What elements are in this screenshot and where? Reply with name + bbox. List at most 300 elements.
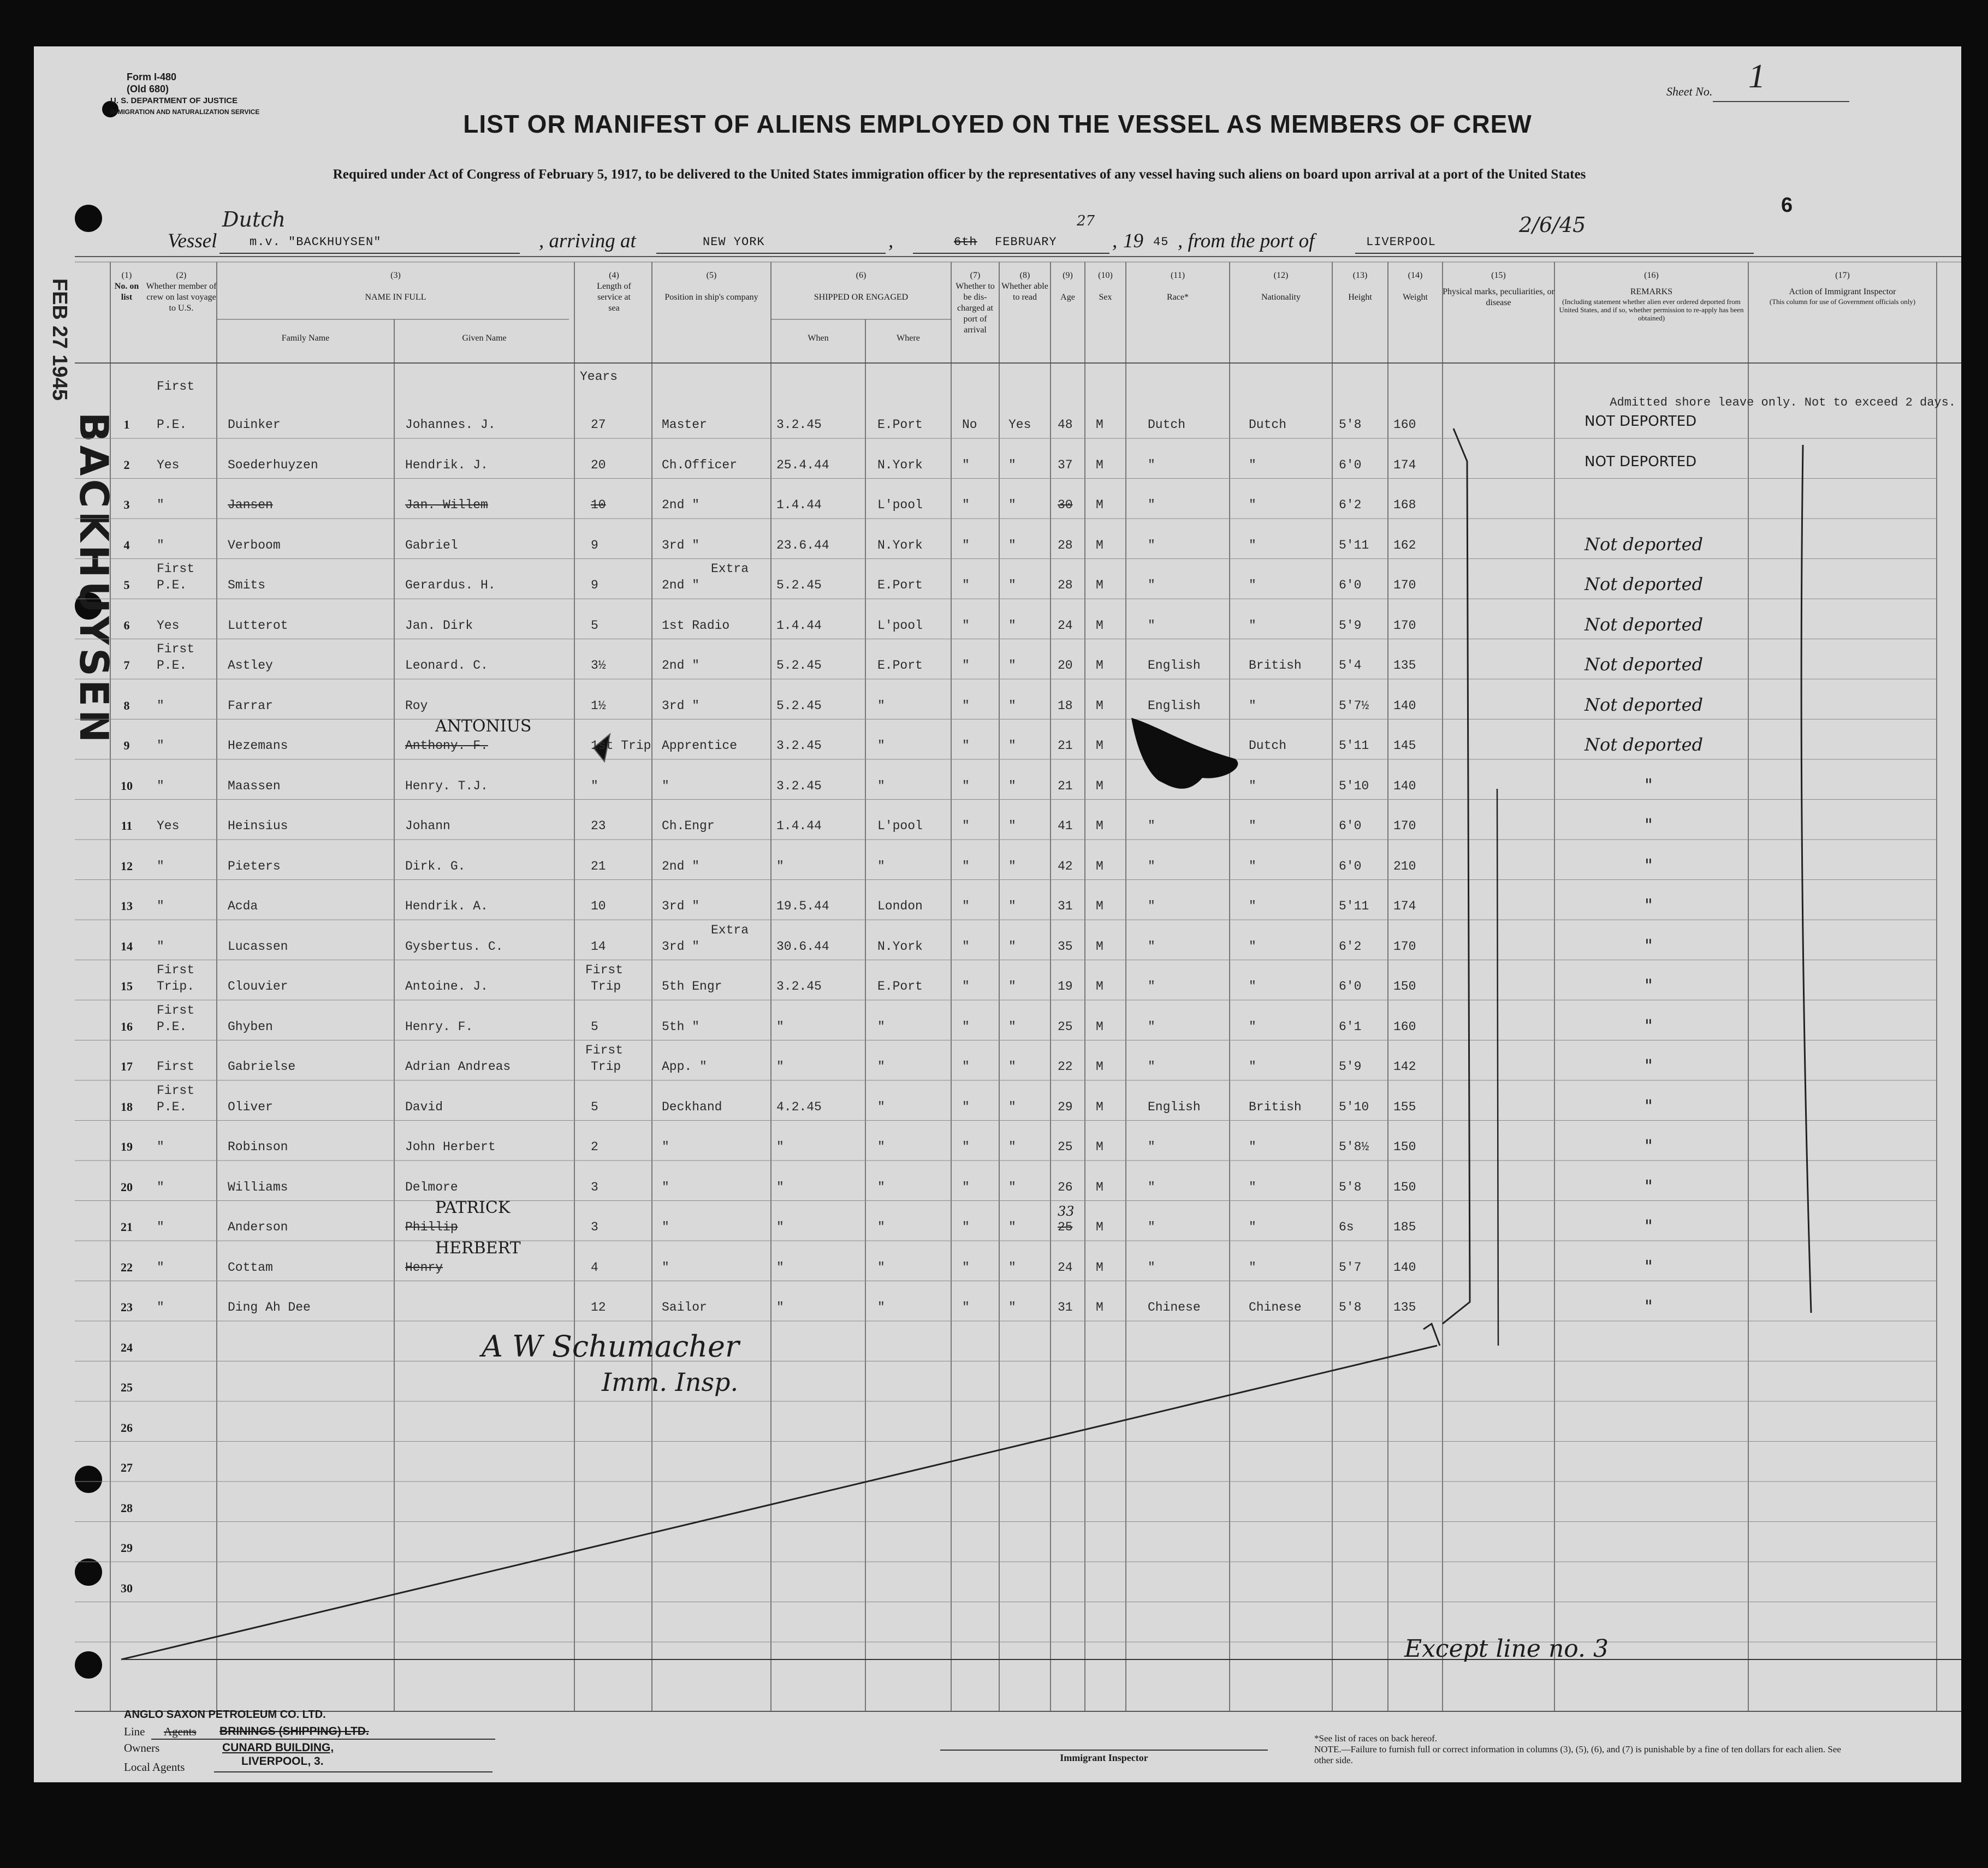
col-nationality: " (1249, 578, 1256, 592)
col-sex: M (1096, 778, 1103, 793)
col-nationality: Dutch (1249, 418, 1287, 432)
col-sex: M (1096, 498, 1103, 512)
col-height: 6s (1339, 1220, 1354, 1234)
arrival-port: NEW YORK (703, 235, 765, 249)
col-height: 5'8½ (1339, 1140, 1369, 1154)
col-remarks: " (1645, 1216, 1653, 1236)
col-age: 25 (1058, 1220, 1073, 1234)
inspector-rule (940, 1750, 1268, 1751)
col-remarks: " (1645, 1175, 1653, 1197)
col-age: 28 (1058, 538, 1073, 552)
col-read: " (1008, 1220, 1016, 1234)
col-height: 5'4 (1339, 658, 1362, 673)
col-given-name: Henry. F. (405, 1019, 473, 1034)
col-sex: M (1096, 618, 1103, 633)
col-read: " (1008, 819, 1016, 833)
col-race: " (1148, 1060, 1155, 1074)
arrival-day: 27 (1077, 213, 1095, 229)
col-years: 2 (591, 1140, 598, 1154)
col-where: E.Port (877, 418, 923, 432)
col-age: 28 (1058, 578, 1073, 592)
col-where: L'pool (877, 618, 923, 633)
col-years: Trip (591, 1060, 621, 1074)
col-where: " (877, 1099, 885, 1114)
header-where: Where (897, 334, 920, 343)
row-number: 25 (121, 1381, 133, 1394)
col-remarks: Not deported (1585, 734, 1704, 755)
col-crew: P.E. (157, 578, 187, 592)
col-crew: " (157, 899, 164, 913)
col-read: " (1008, 1060, 1016, 1074)
col-crew: " (157, 1300, 164, 1314)
vessel-nationality: Dutch (222, 207, 286, 231)
col-family-name: Farrar (228, 698, 273, 713)
col-when: 3.2.45 (776, 739, 822, 753)
given-name-correction: ANTONIUS (435, 717, 532, 736)
col-remarks: " (1645, 814, 1653, 835)
row-number: 27 (121, 1461, 133, 1474)
col-position: 1st Radio (662, 618, 730, 633)
col-when: 3.2.45 (776, 778, 822, 793)
col-given-name: John Herbert (405, 1140, 496, 1154)
header-family-name: Family Name (281, 334, 330, 343)
col-height: 6'2 (1339, 939, 1362, 954)
col-discharged: " (962, 1099, 970, 1114)
col-position: 2nd " (662, 859, 700, 873)
vessel-line: Dutch Vessel m.v. "BACKHUYSEN" , arriving at NEW YORK , 6th FEBRUARY 27 , 19 45 , from the port of LIVERPOOL 2/6/45 (34, 216, 1961, 259)
col-discharged: " (962, 939, 970, 954)
col-read: " (1008, 939, 1016, 954)
col-age: 31 (1058, 899, 1073, 913)
page-title: LIST OR MANIFEST OF ALIENS EMPLOYED ON THE VESSEL AS MEMBERS OF CREW (463, 110, 1532, 138)
footer-company3: CUNARD BUILDING, (222, 1741, 334, 1754)
col-years: 9 (591, 578, 598, 592)
col-read: " (1008, 658, 1016, 673)
col-given-name: Johannes. J. (405, 418, 496, 432)
col-family-name: Cottam (228, 1260, 273, 1275)
col-weight: 160 (1393, 1019, 1416, 1034)
col-crew-top: First (157, 642, 195, 656)
row-number: 1 (123, 418, 130, 431)
row-number: 9 (123, 739, 130, 752)
col-read: " (1008, 457, 1016, 472)
col-where: " (877, 1300, 885, 1314)
col-crew: " (157, 1180, 164, 1194)
col-discharged: " (962, 698, 970, 713)
col-sex: M (1096, 1019, 1103, 1034)
col-crew: Yes (157, 457, 180, 472)
col-nationality: " (1249, 698, 1256, 713)
col-position: 2nd " (662, 498, 700, 512)
col-position: Ch.Engr (662, 819, 715, 833)
col-given-name: Jan. Dirk (405, 618, 473, 633)
col-age: 22 (1058, 1060, 1073, 1074)
col-race: " (1148, 819, 1155, 833)
col-position: " (662, 1260, 669, 1275)
inspector-label: Immigrant Inspector (1060, 1752, 1148, 1763)
col-when: 5.2.45 (776, 658, 822, 673)
col-position: 2nd " (662, 658, 700, 673)
col-age: 29 (1058, 1099, 1073, 1114)
col-crew-top: First (157, 963, 195, 977)
header-col3: (3) NAME IN FULL (365, 271, 426, 302)
col-position: Master (662, 418, 707, 432)
col-crew: First (157, 1060, 195, 1074)
col-race: " (1148, 1019, 1155, 1034)
col-height: 5'8 (1339, 418, 1362, 432)
col-when: " (776, 1180, 784, 1194)
col-remarks: " (1645, 975, 1653, 996)
col-nationality: Chinese (1249, 1300, 1302, 1314)
col-weight: 150 (1393, 1180, 1416, 1194)
col-position: " (662, 1140, 669, 1154)
row-number: 10 (121, 778, 133, 793)
col-when: 1.4.44 (776, 618, 822, 633)
col-when: " (776, 1060, 784, 1074)
header-col10: (10) Sex (1098, 271, 1113, 302)
col-sex: M (1096, 1300, 1103, 1314)
given-name-correction: HERBERT (435, 1238, 521, 1258)
dept-line2: IMMIGRATION AND NATURALIZATION SERVICE (110, 108, 260, 116)
col-when: 1.4.44 (776, 498, 822, 512)
col-height: 6'1 (1339, 1019, 1362, 1034)
col-years: 27 (591, 418, 606, 432)
col-sex: M (1096, 979, 1103, 994)
col-family-name: Acda (228, 899, 258, 913)
col-weight: 135 (1393, 658, 1416, 673)
top-row-years: Years (580, 370, 618, 384)
col-when: " (776, 1260, 784, 1275)
row-number: 24 (121, 1340, 133, 1354)
col-sex: M (1096, 1099, 1103, 1114)
col-family-name: Ding Ah Dee (228, 1300, 311, 1314)
col-crew: P.E. (157, 418, 187, 432)
col-crew: " (157, 698, 164, 713)
row-number: 7 (123, 658, 130, 672)
col-remarks: NOT DEPORTED (1585, 413, 1697, 430)
col-weight: 135 (1393, 1300, 1416, 1314)
col-discharged: " (962, 578, 970, 592)
col-sex: M (1096, 1260, 1103, 1275)
col-sex: M (1096, 859, 1103, 873)
col-discharged: " (962, 457, 970, 472)
col-discharged: " (962, 1260, 970, 1275)
col-position: Sailor (662, 1300, 707, 1314)
col-race: Dutch (1148, 418, 1186, 432)
col-when: 3.2.45 (776, 979, 822, 994)
col-race: " (1148, 1140, 1155, 1154)
col-read: " (1008, 979, 1016, 994)
col-years: 4 (591, 1260, 598, 1275)
col-when: 5.2.45 (776, 578, 822, 592)
col-remarks: " (1645, 1135, 1653, 1156)
col-crew: P.E. (157, 1019, 187, 1034)
col-remarks: Not deported (1585, 614, 1704, 635)
col-discharged: " (962, 618, 970, 633)
col-discharged: " (962, 658, 970, 673)
col-given-name: Roy (405, 698, 428, 713)
col-when: 19.5.44 (776, 899, 829, 913)
col-sex: M (1096, 658, 1103, 673)
col-crew: " (157, 538, 164, 552)
top-row-first: First (157, 379, 195, 394)
col-sex: M (1096, 457, 1103, 472)
date-struck: 6th (954, 235, 977, 249)
col-when: " (776, 1300, 784, 1314)
col-family-name: Heinsius (228, 819, 288, 833)
col-years: 5 (591, 618, 598, 633)
col-when: " (776, 1220, 784, 1234)
col-given-name: Anthony. F. (405, 739, 488, 753)
col-read: " (1008, 1300, 1016, 1314)
arriving-label: , arriving at (539, 230, 636, 252)
col-crew: Trip. (157, 979, 195, 994)
col-position: 5th " (662, 1019, 700, 1034)
col-family-name: Astley (228, 658, 273, 673)
col-given-name: Henry. T.J. (405, 778, 488, 793)
col-remarks: " (1645, 895, 1653, 915)
col-age: 26 (1058, 1180, 1073, 1194)
col-family-name: Lucassen (228, 939, 288, 954)
col-read: " (1008, 1260, 1016, 1275)
row-number: 4 (123, 538, 130, 552)
header-col13: (13) Height (1348, 271, 1372, 302)
col-age: 21 (1058, 778, 1073, 793)
header-col8: (8) Whether able to read (1001, 271, 1048, 302)
col-discharged: " (962, 899, 970, 913)
col-given-name: Phillip (405, 1220, 458, 1234)
col-discharged: " (962, 1300, 970, 1314)
col-where: " (877, 859, 885, 873)
col-where: E.Port (877, 979, 923, 994)
row-number: 18 (121, 1099, 133, 1114)
inspector-title: Imm. Insp. (602, 1367, 739, 1397)
col-nationality: British (1249, 658, 1302, 673)
row-number: 30 (121, 1581, 133, 1595)
col-family-name: Anderson (228, 1220, 288, 1234)
col-remarks: Not deported (1585, 694, 1704, 715)
col-sex: M (1096, 939, 1103, 954)
col-weight: 174 (1393, 899, 1416, 913)
ink-blot (1131, 718, 1238, 789)
col-given-name: Gabriel (405, 538, 458, 552)
col-family-name: Smits (228, 578, 266, 592)
footer-company1: ANGLO SAXON PETROLEUM CO. LTD. (124, 1709, 326, 1721)
col-years: 5 (591, 1099, 598, 1114)
col-discharged: " (962, 1180, 970, 1194)
col-crew-top: First (157, 1083, 195, 1098)
col-weight: 170 (1393, 939, 1416, 954)
dept-line1: U. S. DEPARTMENT OF JUSTICE (110, 96, 238, 105)
col-height: 6'0 (1339, 859, 1362, 873)
col-sex: M (1096, 1180, 1103, 1194)
row-number: 11 (121, 819, 133, 832)
col-race: " (1148, 1180, 1155, 1194)
col-sex: M (1096, 899, 1103, 913)
header-col2: (2) Whether member of crew on last voyage to U.S. (146, 271, 217, 313)
sheet-label: Sheet No. (1666, 85, 1713, 98)
col-position: 3rd " (662, 939, 700, 954)
col-position-top: Extra (711, 562, 749, 576)
col-read: Yes (1008, 418, 1031, 432)
col-years: 10 (591, 899, 606, 913)
col-position: 2nd " (662, 578, 700, 592)
col-discharged: " (962, 1019, 970, 1034)
col-where: " (877, 1180, 885, 1194)
col-nationality: Dutch (1249, 739, 1287, 753)
col-discharged: No (962, 418, 977, 432)
col-given-name: Delmore (405, 1180, 458, 1194)
given-name-correction: PATRICK (435, 1198, 511, 1217)
except-note: Except line no. 3 (1404, 1635, 1609, 1663)
col-age: 37 (1058, 457, 1073, 472)
col-where: N.York (877, 939, 923, 954)
header-col15: (15) Physical marks, peculiarities, or disease (1443, 271, 1554, 307)
col-position: Apprentice (662, 739, 738, 753)
col-race: " (1148, 618, 1155, 633)
col-where: E.Port (877, 578, 923, 592)
col-nationality: " (1249, 538, 1256, 552)
col-family-name: Robinson (228, 1140, 288, 1154)
col-weight: 170 (1393, 819, 1416, 833)
col-nationality: " (1249, 899, 1256, 913)
col-years: 3 (591, 1220, 598, 1234)
row-number: 6 (123, 618, 130, 632)
col-when: 30.6.44 (776, 939, 829, 954)
col-discharged: " (962, 739, 970, 753)
col-weight: 140 (1393, 1260, 1416, 1275)
col-years: 9 (591, 538, 598, 552)
col-years: 20 (591, 457, 606, 472)
col-read: " (1008, 1180, 1016, 1194)
row-number: 29 (121, 1541, 133, 1555)
col-where: " (877, 1260, 885, 1275)
col-discharged: " (962, 538, 970, 552)
row-number: 14 (121, 939, 133, 953)
col-remarks: Not deported (1585, 574, 1704, 594)
col-position: " (662, 1180, 669, 1194)
col-family-name: Pieters (228, 859, 281, 873)
col-age: 41 (1058, 819, 1073, 833)
row-number: 13 (121, 899, 133, 913)
col-height: 6'2 (1339, 498, 1362, 512)
col-height: 6'0 (1339, 979, 1362, 994)
col-years: 5 (591, 1019, 598, 1034)
col-sex: M (1096, 739, 1103, 753)
col-nationality: " (1249, 778, 1256, 793)
col-sex: M (1096, 819, 1103, 833)
col-when: 5.2.45 (776, 698, 822, 713)
col-years: " (591, 778, 598, 793)
row-number: 2 (123, 457, 130, 472)
col-given-name: Gerardus. H. (405, 578, 496, 592)
action-note: Admitted shore leave only. Not to exceed 2 days. (1610, 396, 1956, 409)
col-height: 6'0 (1339, 578, 1362, 592)
col-weight: 168 (1393, 498, 1416, 512)
col-nationality: " (1249, 618, 1256, 633)
col-crew: " (157, 1220, 164, 1234)
col-discharged: " (962, 1220, 970, 1234)
col-discharged: " (962, 1060, 970, 1074)
footer-company2: BRININGS (SHIPPING) LTD. (219, 1725, 369, 1738)
col-years: 1st Trip (591, 739, 651, 753)
col-age: 24 (1058, 1260, 1073, 1275)
footer-notes (1314, 1733, 1860, 1766)
col-crew: " (157, 739, 164, 753)
from-label: , from the port of (1178, 230, 1315, 252)
header-col6: (6) SHIPPED OR ENGAGED (814, 271, 909, 302)
col-race: " (1148, 979, 1155, 994)
footer-note1: *See list of races on back hereof. (1314, 1733, 1438, 1744)
header-given-name: Given Name (462, 334, 507, 343)
col-where: " (877, 739, 885, 753)
header-when: When (808, 334, 829, 343)
col-years: 1½ (591, 698, 606, 713)
col-sex: M (1096, 1060, 1103, 1074)
sheet-number: 1 (1748, 58, 1765, 95)
col-crew: " (157, 859, 164, 873)
col-nationality: " (1249, 1260, 1256, 1275)
col-weight: 170 (1393, 618, 1416, 633)
col-age: 24 (1058, 618, 1073, 633)
col-remarks: " (1645, 935, 1653, 956)
col-family-name: Soederhuyzen (228, 457, 318, 472)
col-race: English (1148, 1099, 1201, 1114)
col-sex: M (1096, 698, 1103, 713)
vessel-name: m.v. "BACKHUYSEN" (250, 235, 382, 249)
col-position-top: Extra (711, 923, 749, 937)
col-read: " (1008, 578, 1016, 592)
col-nationality: " (1249, 819, 1256, 833)
footer-line-label: Line (124, 1725, 145, 1738)
col-sex: M (1096, 418, 1103, 432)
col-where: L'pool (877, 498, 923, 512)
col-age: 19 (1058, 979, 1073, 994)
col-years: 10 (591, 498, 606, 512)
stamp-name: BACKHUYSEN (71, 412, 117, 746)
col-height: 5'11 (1339, 739, 1369, 753)
col-read: " (1008, 538, 1016, 552)
col-position: " (662, 778, 669, 793)
col-nationality: " (1249, 1180, 1256, 1194)
col-where: L'pool (877, 819, 923, 833)
col-crew-top: First (157, 1003, 195, 1018)
col-age: 25 (1058, 1019, 1073, 1034)
col-sex: M (1096, 1140, 1103, 1154)
col-height: 5'11 (1339, 899, 1369, 913)
col-height: 5'10 (1339, 778, 1369, 793)
col-family-name: Williams (228, 1180, 288, 1194)
header-col1: (1) No. on list (114, 271, 139, 302)
row-number: 21 (121, 1220, 133, 1234)
header-col16: (16) REMARKS (Including statement whether alien ever ordered deported from United States, and if so, whether permission to re-apply has been obtained) (1559, 271, 1744, 322)
form-number-text: Form I-480 (127, 72, 177, 82)
header-col11: (11) Race* (1167, 271, 1189, 302)
col-read: " (1008, 899, 1016, 913)
inspector-signature: A W Schumacher (482, 1329, 739, 1364)
col-crew: " (157, 498, 164, 512)
row-number: 15 (121, 979, 133, 993)
col-height: 5'9 (1339, 618, 1362, 633)
col-crew: Yes (157, 819, 180, 833)
col-height: 6'0 (1339, 819, 1362, 833)
col-position: 3rd " (662, 538, 700, 552)
col-family-name: Oliver (228, 1099, 273, 1114)
col-age: 48 (1058, 418, 1073, 432)
col-age: 35 (1058, 939, 1073, 954)
row-number: 3 (123, 498, 130, 511)
col-where: " (877, 778, 885, 793)
